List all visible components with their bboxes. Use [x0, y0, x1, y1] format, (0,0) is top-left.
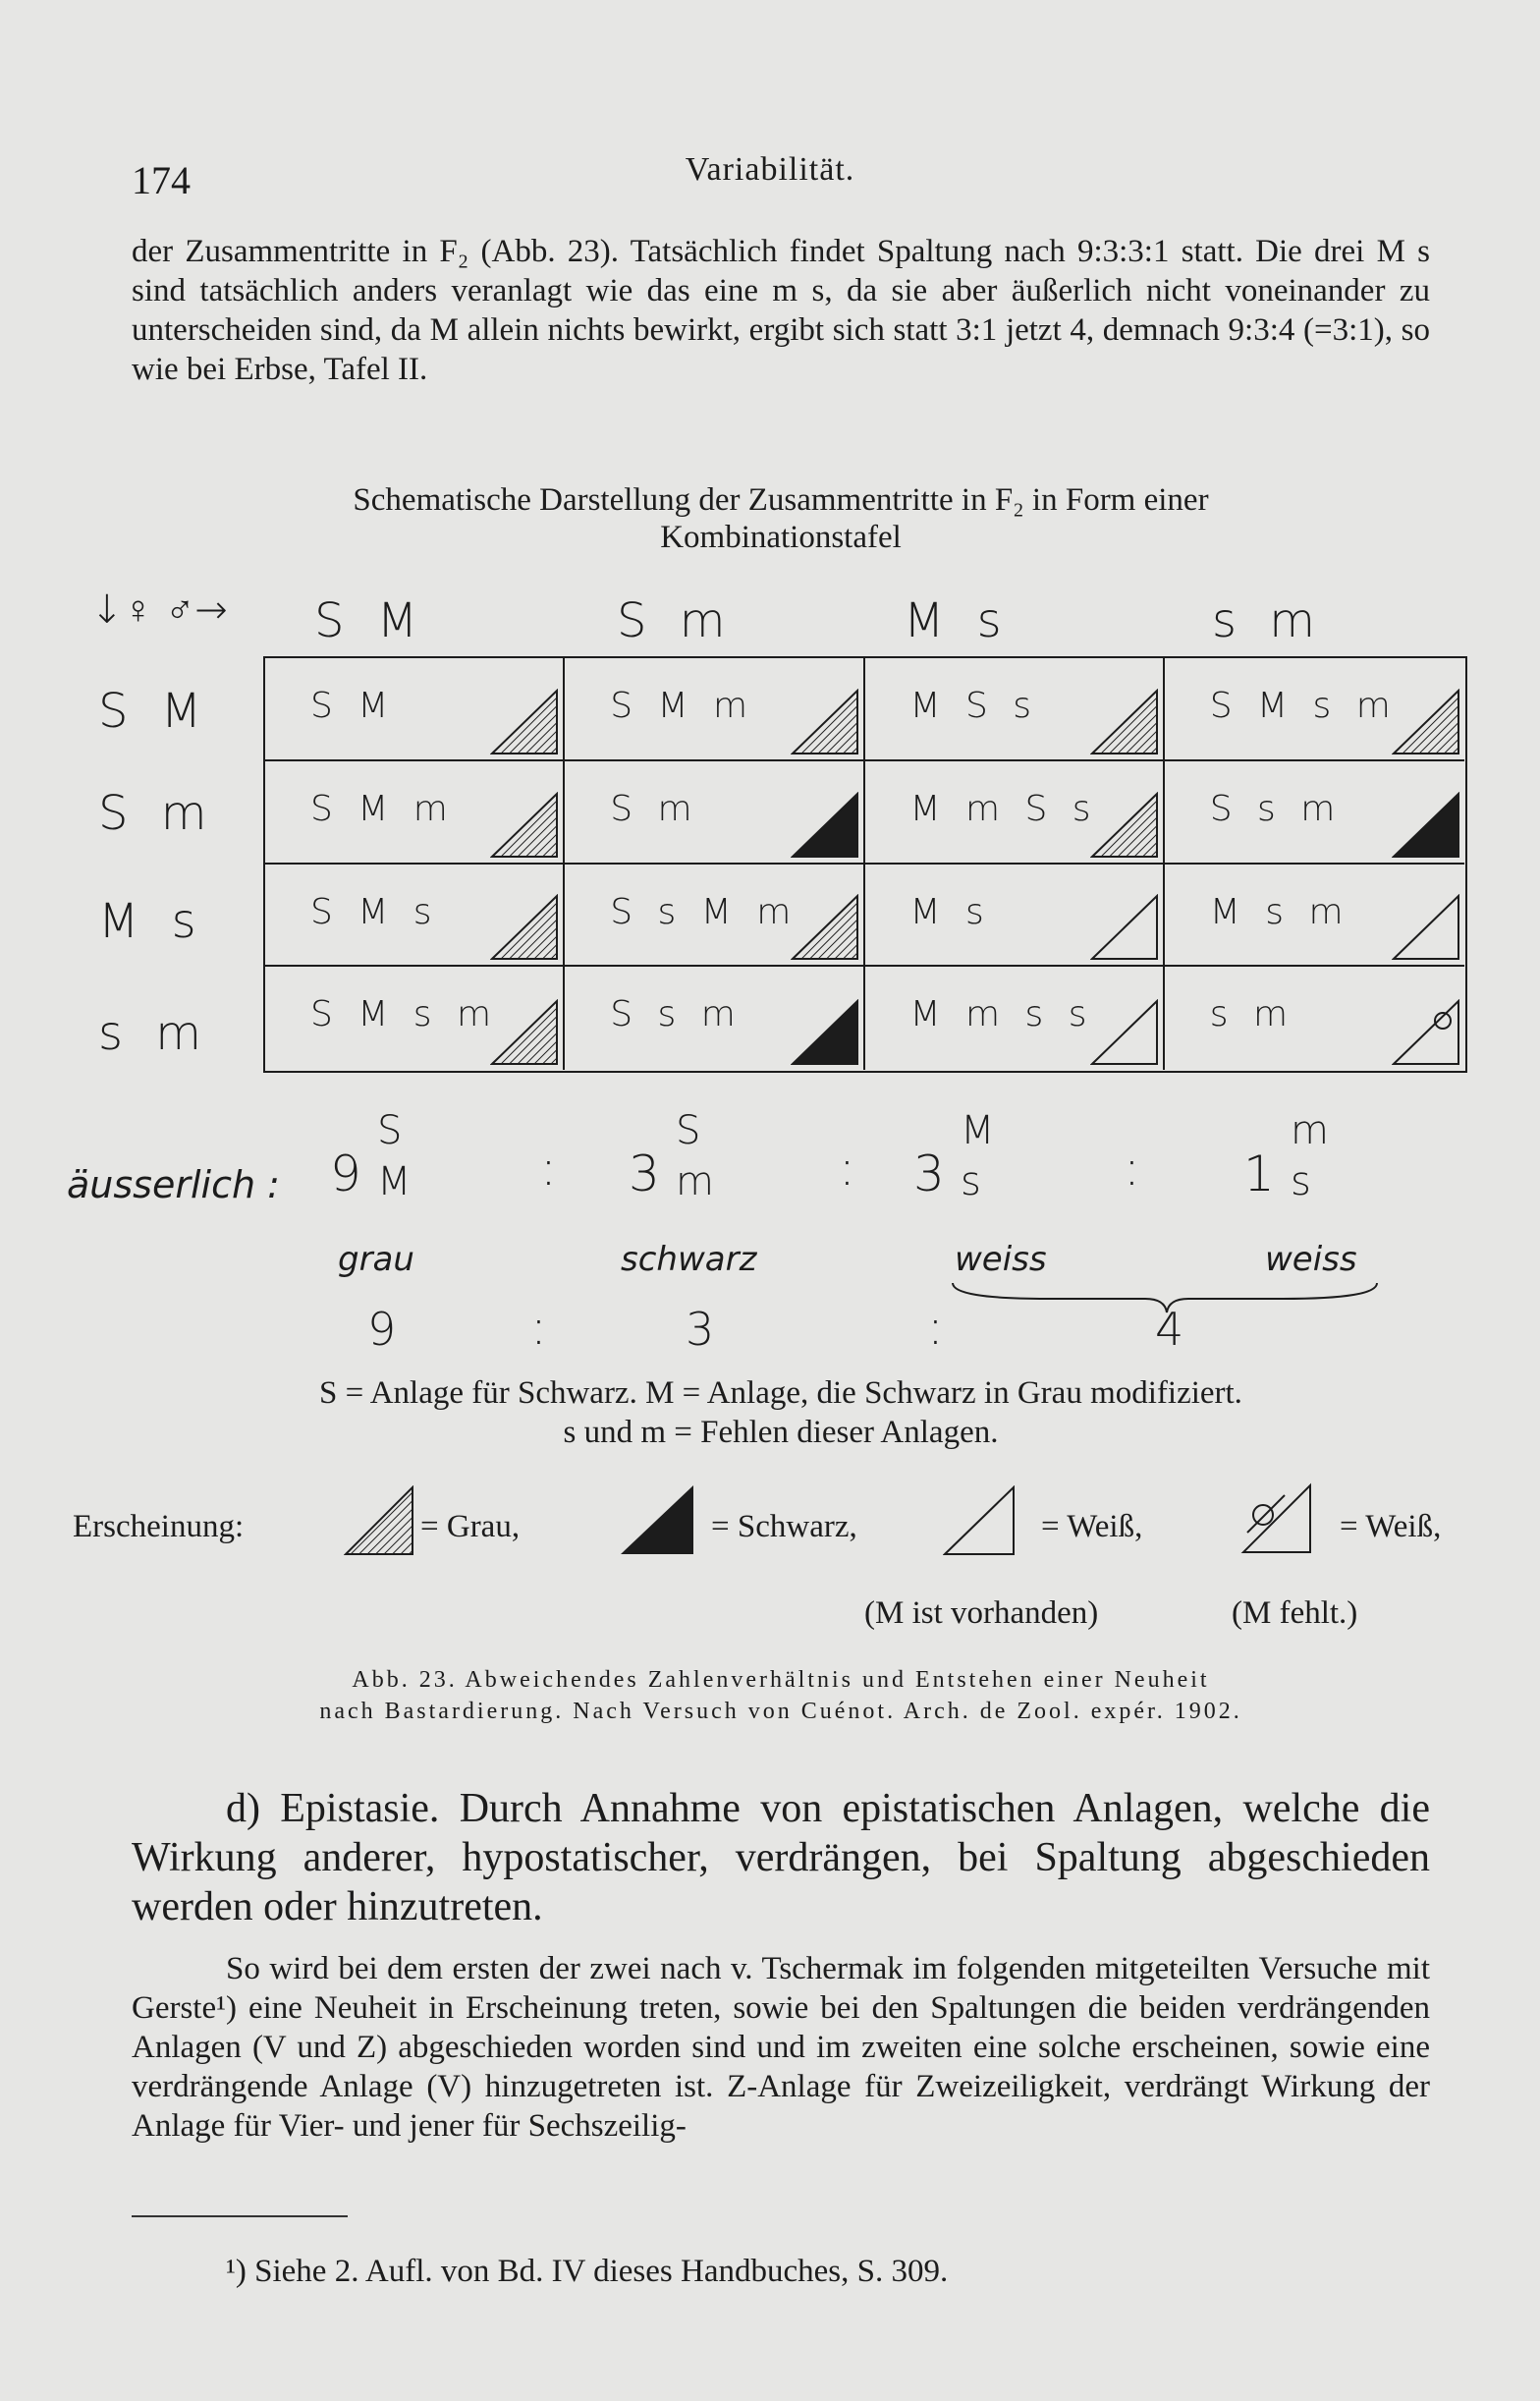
table-cell [565, 658, 864, 761]
cell-genotype: M s m [1209, 891, 1344, 932]
phenotype-word: weiss [1265, 1240, 1357, 1279]
cell-genotype: M s [909, 891, 984, 932]
ratio-colon: : [540, 1140, 557, 1197]
column-header: S m [617, 593, 726, 648]
table-cell [1165, 658, 1464, 761]
schwarz-mark-icon [1392, 792, 1460, 859]
grau-mark-icon [791, 894, 859, 961]
ratio-bottom-gene: s [961, 1159, 981, 1204]
ratio-bottom-gene: s [1291, 1159, 1311, 1204]
cell-genotype: S s m [610, 994, 736, 1035]
table-title-line2: Kombinationstafel [660, 520, 902, 555]
cell-genotype: S M [310, 686, 389, 726]
grau-mark-icon [1090, 792, 1159, 859]
table-title-line1: Schematische Darstellung der Zusammentritte in F₂ in Form einer [353, 482, 1209, 518]
ratio-bottom-gene: M [377, 1159, 412, 1204]
phenotype-word: grau [338, 1240, 414, 1279]
cell-genotype: S m [610, 788, 692, 829]
intro-paragraph: der Zusammentritte in F₂ (Abb. 23). Tatsächlich findet Spaltung nach 9:3:3:1 statt. Die drei M s sind tatsächlich anders veranlagt wie das eine m s, da sie aber äußerlich nicht voneinander zu unterscheiden sind, da M allein nichts bewirkt, ergibt sich statt 3:1 jetzt 4, demnach 9:3:4 (=3:1), so wie bei Erbse, Tafel II. [132, 234, 1430, 387]
table-cell [265, 865, 565, 968]
key-line-1: S = Anlage für Schwarz. M = Anlage, die Schwarz in Grau modifiziert. [319, 1375, 1242, 1411]
table-cell [1165, 761, 1464, 865]
table-cell [265, 658, 565, 761]
ratio-top-gene: M [961, 1108, 995, 1153]
ratio-number: 9 [330, 1145, 361, 1202]
grau-mark-icon [490, 792, 559, 859]
ratio-top-gene: m [1291, 1108, 1329, 1153]
grau-mark-icon [490, 689, 559, 755]
weiss-circle-mark-icon [1392, 999, 1460, 1066]
column-header: S M [314, 593, 418, 648]
grau-legend-icon [344, 1485, 414, 1556]
cell-genotype: S s m [1209, 788, 1336, 829]
table-cell [865, 658, 1165, 761]
weiss-mark-icon [1392, 894, 1460, 961]
grau-mark-icon [490, 894, 559, 961]
legend-note-1: (M ist vorhanden) [864, 1595, 1099, 1631]
table-cell [265, 967, 565, 1070]
legend-note-2: (M fehlt.) [1232, 1595, 1358, 1631]
ratio-number: 3 [629, 1145, 660, 1202]
cell-genotype: s m [1209, 994, 1289, 1035]
grau-mark-icon [490, 999, 559, 1066]
ratio-number: 1 [1243, 1145, 1275, 1202]
legend-weiss-1: = Weiß, [1041, 1509, 1143, 1544]
cell-genotype: M m S s [909, 788, 1091, 829]
grau-mark-icon [1090, 689, 1159, 755]
legend-label: Erscheinung: [73, 1509, 245, 1544]
cell-genotype: S M s m [1209, 686, 1391, 726]
weiss-mark-icon [1090, 894, 1159, 961]
legend-schwarz: = Schwarz, [711, 1509, 857, 1544]
cell-genotype: M m s s [909, 994, 1087, 1035]
cell-genotype: S s M m [610, 891, 792, 932]
phenotype-count: 3 [686, 1303, 715, 1356]
table-cell [565, 865, 864, 968]
ratio-colon: : [1124, 1140, 1140, 1197]
cell-genotype: S M m [610, 686, 748, 726]
legend-grau: = Grau, [420, 1509, 521, 1544]
table-cell [265, 761, 565, 865]
corner-label: ↓♀ ♂→ [90, 587, 228, 633]
table-cell [1165, 967, 1464, 1070]
row-header: S M [98, 684, 202, 739]
section-paragraph: d) Epistasie. Durch Annahme von epistatischen Anlagen, welche die Wirkung anderer, hypostatischer, verdrängen, bei Spaltung abgeschieden werden oder hinzutreten. [132, 1786, 1430, 1929]
schwarz-legend-icon [619, 1483, 695, 1556]
phenotype-count: 9 [367, 1303, 397, 1356]
schwarz-mark-icon [791, 999, 859, 1066]
column-header: s m [1212, 593, 1316, 648]
weiss-mark-icon [1090, 999, 1159, 1066]
weiss-circle-legend-icon [1239, 1481, 1318, 1556]
cell-genotype: M S s [909, 686, 1032, 726]
grau-mark-icon [1392, 689, 1460, 755]
ratio-top-gene: S [377, 1108, 403, 1153]
body-paragraph: So wird bei dem ersten der zwei nach v. Tschermak im folgenden mitgeteilten Versuche mit Gerste¹) eine Neuheit in Erscheinung treten, sowie bei den Spaltungen die beiden verdrängenden Anlagen (V und Z) abgeschieden worden sind und im zweiten eine solche erscheinen, sowie eine verdrängende Anlage (V) hinzugetreten ist. Z-Anlage für Zweizeiligkeit, verdrängt Wirkung der Anlage für Vier- und jener für Sechszeilig- [132, 1951, 1430, 2144]
weiss-legend-icon [943, 1485, 1018, 1556]
table-cell [865, 865, 1165, 968]
figure-caption-1: Abb. 23. Abweichendes Zahlenverhältnis und Entstehen einer Neuheit [352, 1667, 1210, 1693]
footnote: ¹) Siehe 2. Aufl. von Bd. IV dieses Handbuches, S. 309. [226, 2254, 949, 2289]
schwarz-mark-icon [791, 792, 859, 859]
grau-mark-icon [791, 689, 859, 755]
cell-genotype: S M m [310, 788, 448, 829]
ratio-label: äusserlich : [67, 1163, 280, 1206]
row-header: M s [98, 894, 196, 949]
phenotype-word: schwarz [621, 1240, 757, 1279]
footnote-rule [132, 2215, 348, 2217]
phenotype-count: 4 [1155, 1303, 1184, 1356]
ratio-bottom-gene: m [676, 1159, 714, 1204]
running-title: Variabilität. [685, 151, 855, 188]
figure-caption-2: nach Bastardierung. Nach Versuch von Cuénot. Arch. de Zool. expér. 1902. [319, 1699, 1242, 1724]
ratio-top-gene: S [676, 1108, 701, 1153]
table-cell [565, 761, 864, 865]
ratio-number: 3 [913, 1145, 945, 1202]
page-number: 174 [132, 158, 191, 202]
ratio-colon: : [839, 1140, 855, 1197]
row-header: S m [98, 786, 207, 841]
weiss-brace [949, 1277, 1381, 1316]
row-header: s m [98, 1006, 202, 1061]
table-cell [865, 761, 1165, 865]
phenotype-colon: : [927, 1299, 944, 1356]
combination-table [263, 656, 1467, 1073]
phenotype-colon: : [530, 1299, 547, 1356]
legend-weiss-2: = Weiß, [1340, 1509, 1442, 1544]
phenotype-word: weiss [955, 1240, 1047, 1279]
cell-genotype: S M s [310, 891, 432, 932]
cell-genotype: S M s m [310, 994, 492, 1035]
table-title [177, 481, 1385, 556]
key-line-2: s und m = Fehlen dieser Anlagen. [563, 1415, 999, 1450]
table-cell [1165, 865, 1464, 968]
table-cell [865, 967, 1165, 1070]
column-header: M s [904, 593, 1002, 648]
table-cell [565, 967, 864, 1070]
